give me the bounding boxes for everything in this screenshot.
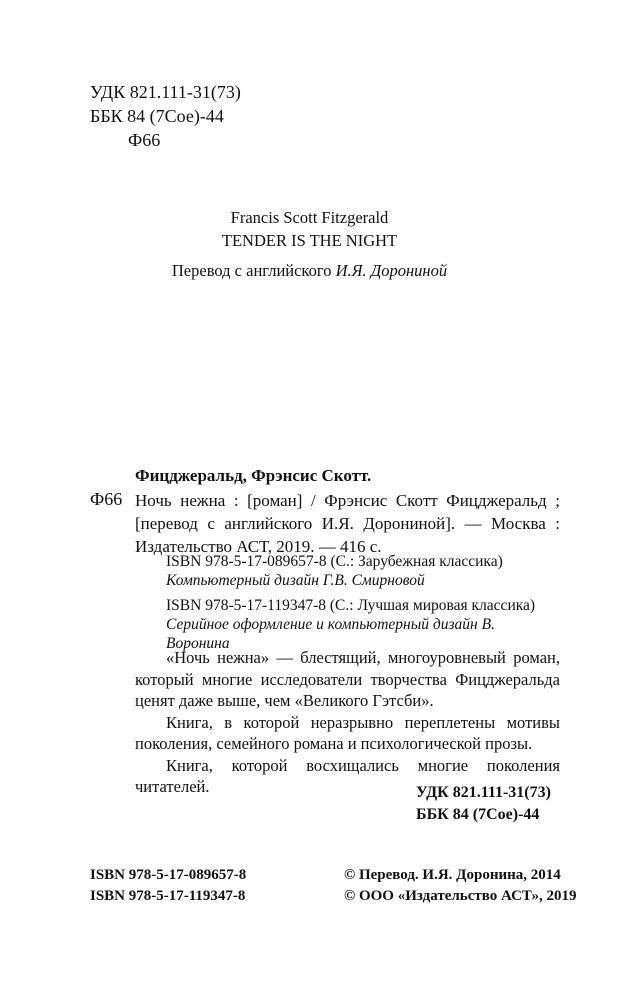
original-title: TENDER IS THE NIGHT	[221, 231, 398, 250]
copyright-line: © ООО «Издательство АСТ», 2019	[344, 888, 577, 904]
footer-udk: УДК 821.111-31(73)	[416, 784, 551, 801]
series-credit: Компьютерный дизайн Г.В. Смирновой	[166, 572, 425, 589]
annotation-paragraph: «Ночь нежна» — блестящий, многоуровневый роман, который многие исследователи творчества Фицджеральда ценят даже выше, чем «Великого Гэтсби».	[135, 648, 560, 710]
bbk-code: ББК 84 (7Сое)-44	[90, 106, 224, 126]
series-credit: Серийное оформление и компьютерный дизайн В. Воронина	[166, 616, 495, 652]
series-entry	[166, 552, 560, 590]
footer-isbn: ISBN 978-5-17-119347-8	[90, 888, 246, 904]
original-title-block	[0, 206, 619, 252]
bib-author-sign: Ф66	[90, 489, 123, 509]
annotation	[135, 647, 560, 798]
bib-description: Ночь нежна : [роман] / Фрэнсис Скотт Фицджеральд ; [перевод с английского И.Я. Дорониной]. — Москва : Издательство АСТ, 2019. — 416 с.	[135, 491, 560, 556]
series-isbn: ISBN 978-5-17-119347-8 (С.: Лучшая мировая классика)	[166, 597, 536, 614]
annotation-paragraph: Книга, в которой неразрывно переплетены мотивы поколения, семейного романа и психологической прозы.	[135, 712, 560, 753]
copyright-line: © Перевод. И.Я. Доронина, 2014	[344, 867, 561, 883]
series-entry	[166, 596, 560, 653]
footer-bbk: ББК 84 (7Сое)-44	[416, 806, 540, 823]
footer-isbn-list	[90, 865, 246, 907]
footer-isbn: ISBN 978-5-17-089657-8	[90, 867, 247, 883]
bibliographic-record	[135, 464, 560, 558]
translator-name: И.Я. Дорониной	[335, 261, 448, 280]
translator-prefix: Перевод с английского	[171, 261, 336, 280]
copyright-block	[344, 865, 577, 907]
classification-block	[90, 80, 241, 152]
translator-line	[0, 261, 619, 281]
series-isbn: ISBN 978-5-17-089657-8 (С.: Зарубежная классика)	[166, 553, 503, 570]
bib-author: Фицджеральд, Фрэнсис Скотт.	[135, 466, 372, 485]
annotation-paragraph: Книга, которой восхищались многие поколения читателей.	[135, 755, 560, 796]
author-sign: Ф66	[128, 130, 161, 150]
udk-code: УДК 821.111-31(73)	[90, 82, 241, 102]
original-author: Francis Scott Fitzgerald	[230, 208, 389, 227]
footer-classification	[416, 782, 551, 826]
